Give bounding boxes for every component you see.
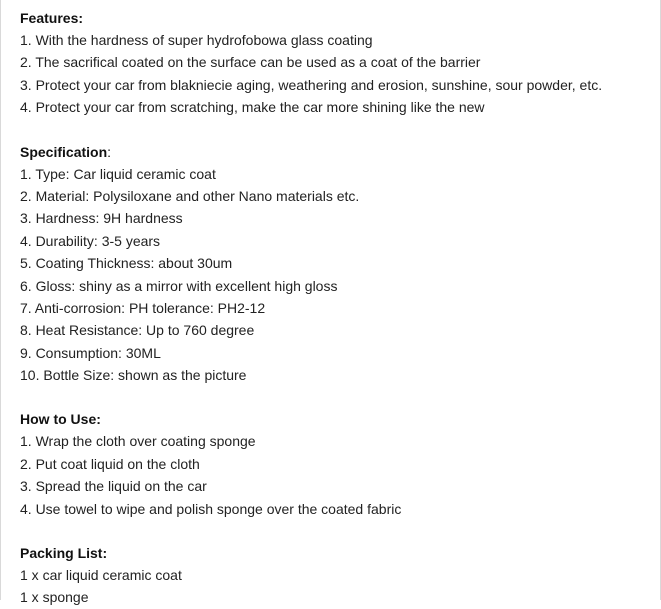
section-spacer [20, 119, 660, 141]
features-heading: Features: [20, 10, 84, 26]
features-item: 2. The sacrifical coated on the surface can be used as a coat of the barrier [20, 54, 481, 71]
specification-heading [20, 141, 660, 163]
specification-item: 6. Gloss: shiny as a mirror with excellent high gloss [20, 277, 338, 294]
features-section [20, 7, 660, 119]
specification-item: 10. Bottle Size: shown as the picture [20, 367, 247, 384]
specification-item: 5. Coating Thickness: about 30um [20, 255, 233, 272]
how-to-use-item: 3. Spread the liquid on the car [20, 478, 207, 495]
specification-section [20, 141, 660, 387]
features-item: 3. Protect your car from blakniecie aging, weathering and erosion, sunshine, sour powder, etc. [20, 76, 603, 93]
packing-list-section [20, 542, 660, 609]
section-spacer [20, 520, 660, 542]
section-spacer [20, 386, 660, 408]
specification-item: 1. Type: Car liquid ceramic coat [20, 165, 216, 182]
how-to-use-item: 1. Wrap the cloth over coating sponge [20, 433, 256, 450]
packing-list-item: 1 x sponge [20, 589, 89, 606]
packing-list-item: 1 x car liquid ceramic coat [20, 567, 182, 584]
how-to-use-item: 2. Put coat liquid on the cloth [20, 455, 200, 472]
how-to-use-heading: How to Use: [20, 411, 101, 428]
specification-item: 4. Durability: 3-5 years [20, 232, 161, 249]
specification-item: 8. Heat Resistance: Up to 760 degree [20, 322, 255, 339]
specification-item: 7. Anti-corrosion: PH tolerance: PH2-12 [20, 299, 266, 316]
packing-list-heading: Packing List: [20, 545, 108, 562]
specification-item: 3. Hardness: 9H hardness [20, 210, 183, 227]
how-to-use-section [20, 408, 660, 520]
features-item: 1. With the hardness of super hydrofobowa glass coating [20, 32, 373, 48]
specification-heading-colon: : [107, 143, 112, 160]
specification-item: 2. Material: Polysiloxane and other Nano materials etc. [20, 187, 360, 204]
how-to-use-item: 4. Use towel to wipe and polish sponge over the coated fabric [20, 500, 402, 517]
features-item: 4. Protect your car from scratching, make the car more shining like the new [20, 99, 485, 116]
specification-heading-text: Specification [20, 143, 108, 160]
specification-item: 9. Consumption: 30ML [20, 344, 161, 361]
